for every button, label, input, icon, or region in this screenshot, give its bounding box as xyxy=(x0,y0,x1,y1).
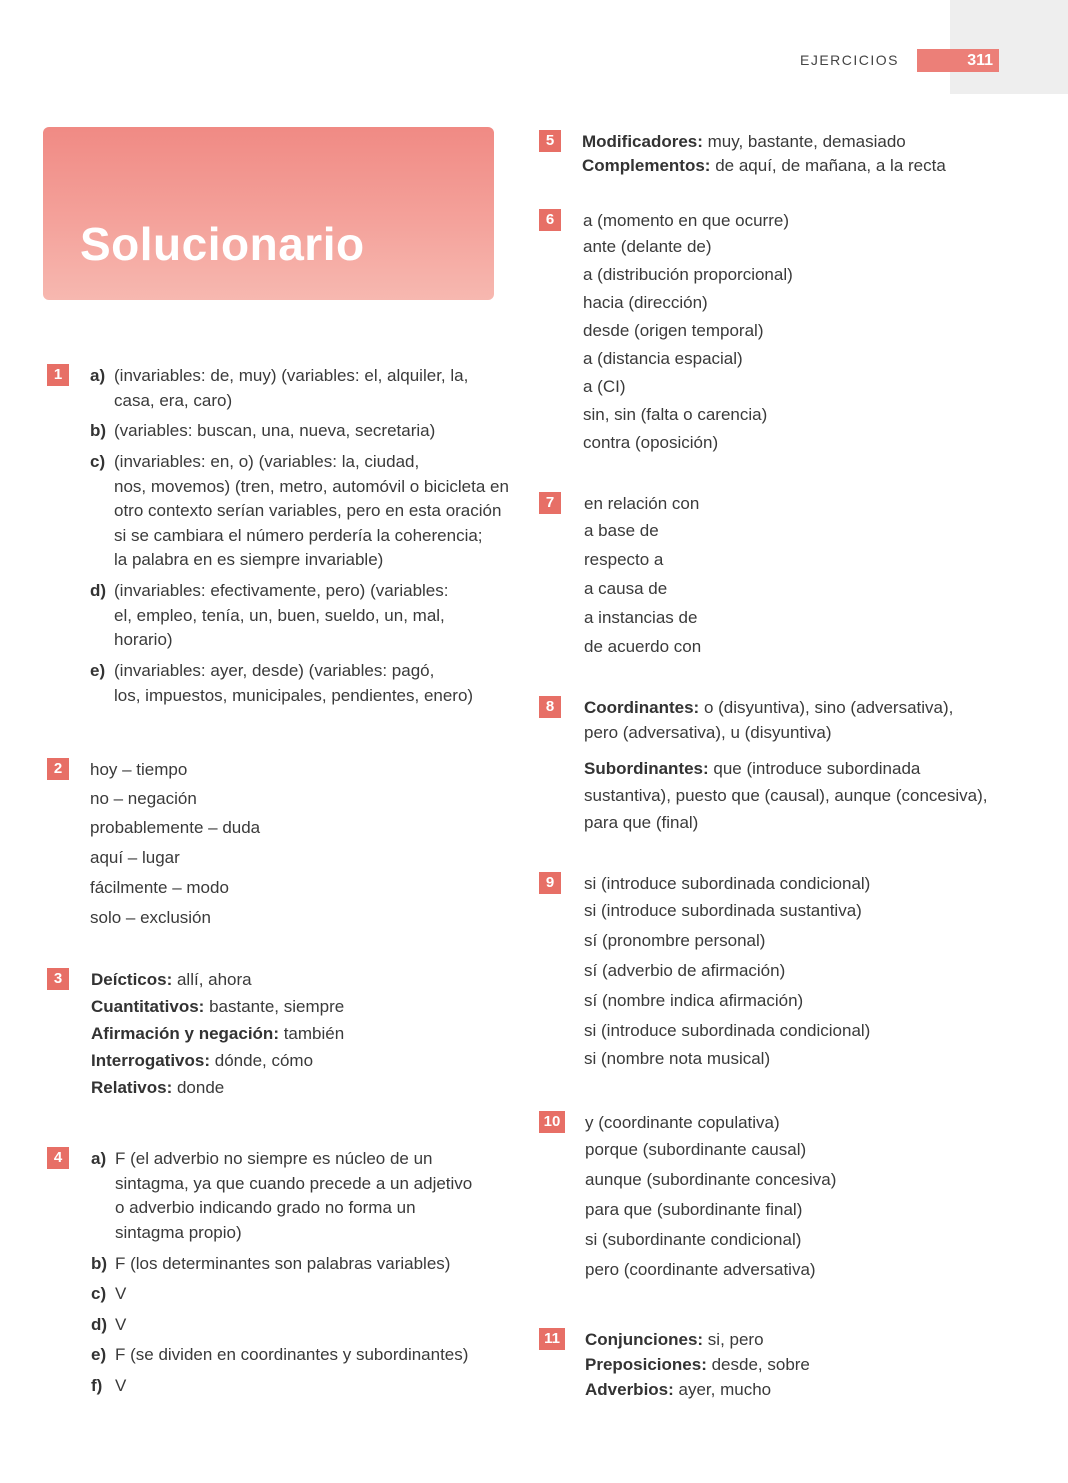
answer-item: d) (invariables: efectivamente, pero) (variables: el, empleo, tenía, un, buen, sueldo, un, mal, horario) xyxy=(90,581,449,650)
page-number: 311 xyxy=(917,49,999,72)
answer-line: contra (oposición) xyxy=(583,433,719,452)
answer-line: probablemente – duda xyxy=(90,818,261,837)
answer-item: c) V xyxy=(91,1284,127,1304)
exercise-body xyxy=(585,1111,836,1288)
answer-line: para que (subordinante final) xyxy=(585,1200,803,1219)
page-header xyxy=(800,49,999,72)
answer-line: a causa de xyxy=(584,579,668,598)
exercise-body xyxy=(584,492,701,664)
answer-item: f) V xyxy=(91,1376,127,1396)
answer-item: e) (invariables: ayer, desde) (variables: pagó, los, impuestos, municipales, pendientes, enero) xyxy=(90,661,474,705)
answer-item: a) (invariables: de, muy) (variables: el, alquiler, la, casa, era, caro) xyxy=(90,366,469,410)
answer-item: b) F (los determinantes son palabras variables) xyxy=(91,1253,451,1273)
answer-line: a (distribución proporcional) xyxy=(583,265,793,284)
section-title: EJERCICIOS xyxy=(800,52,900,69)
answer-line: a (momento en que ocurre) xyxy=(583,211,789,230)
exercise-number: 11 xyxy=(539,1328,565,1350)
answer-line: y (coordinante copulativa) xyxy=(585,1113,780,1132)
answer-line: Afirmación y negación: también xyxy=(91,1024,345,1043)
answer-line: Complementos: de aquí, de mañana, a la recta xyxy=(582,156,946,175)
answer-line: sí (pronombre personal) xyxy=(584,931,766,950)
answer-line: Deícticos: allí, ahora xyxy=(91,970,252,989)
answer-line: no – negación xyxy=(90,789,197,808)
answer-line: aunque (subordinante concesiva) xyxy=(585,1170,837,1189)
answer-item: a) F (el adverbio no siempre es núcleo de un sintagma, ya que cuando precede a un adjetivo o adverbio indicando grado no forma un sintagma propio) xyxy=(91,1149,473,1242)
exercise-body xyxy=(584,872,870,1075)
answer-block: Coordinantes: o (disyuntiva), sino (adversativa), pero (adversativa), u (disyuntiva) xyxy=(584,698,954,742)
answer-line: si (introduce subordinada sustantiva) xyxy=(584,901,862,920)
answer-block: Subordinantes: que (introduce subordinada sustantiva), puesto que (causal), aunque (concesiva), para que (final) xyxy=(584,759,988,832)
answer-line: pero (coordinante adversativa) xyxy=(585,1260,816,1279)
exercise-number: 3 xyxy=(47,968,69,990)
answer-item: d) V xyxy=(91,1314,127,1334)
answer-line: solo – exclusión xyxy=(90,908,211,927)
answer-line: desde (origen temporal) xyxy=(583,321,764,340)
answer-line: de acuerdo con xyxy=(584,637,702,656)
answer-line: Cuantitativos: bastante, siempre xyxy=(91,997,345,1016)
exercise-body xyxy=(584,696,988,838)
answer-line: a (distancia espacial) xyxy=(583,349,743,368)
exercise-number: 5 xyxy=(539,130,561,152)
answer-line: sin, sin (falta o carencia) xyxy=(583,405,768,424)
exercise-number: 9 xyxy=(539,872,561,894)
exercise-number: 2 xyxy=(47,758,69,780)
answer-item: c) (invariables: en, o) (variables: la, ciudad, nos, movemos) (tren, metro, automóvil o bicicleta en otro contexto serían variables, pero en esta oración si se cambiara el número perdería la coherencia; la palabra en es siempre invariable) xyxy=(90,451,509,570)
answer-line: si (subordinante condicional) xyxy=(585,1230,802,1249)
answer-line: fácilmente – modo xyxy=(90,878,229,897)
exercise-body xyxy=(91,1147,511,1399)
page-corner-shade xyxy=(950,0,1068,94)
exercise-body xyxy=(90,758,260,936)
exercise-number: 4 xyxy=(47,1147,69,1169)
answer-line: porque (subordinante causal) xyxy=(585,1140,807,1159)
answer-line: Conjunciones: si, pero xyxy=(585,1330,764,1349)
answer-line: sí (adverbio de afirmación) xyxy=(584,961,786,980)
answer-line: Preposiciones: desde, sobre xyxy=(585,1355,810,1374)
answer-line: sí (nombre indica afirmación) xyxy=(584,991,804,1010)
answer-line: Relativos: donde xyxy=(91,1078,225,1097)
answer-line: si (introduce subordinada condicional) xyxy=(584,874,871,893)
answer-line: aquí – lugar xyxy=(90,848,180,867)
page-title: Solucionario xyxy=(80,218,365,270)
answer-line: Interrogativos: dónde, cómo xyxy=(91,1051,314,1070)
exercise-number: 1 xyxy=(47,364,69,386)
exercise-body xyxy=(585,1328,810,1403)
exercise-number: 8 xyxy=(539,696,561,718)
title-banner xyxy=(43,127,494,300)
answer-line: si (nombre nota musical) xyxy=(584,1049,771,1068)
answer-line: hacia (dirección) xyxy=(583,293,708,312)
exercise-number: 6 xyxy=(539,209,561,231)
exercise-number: 7 xyxy=(539,492,561,514)
answer-line: a instancias de xyxy=(584,608,698,627)
answer-line: si (introduce subordinada condicional) xyxy=(584,1021,871,1040)
answer-line: respecto a xyxy=(584,550,664,569)
answer-line: Modificadores: muy, bastante, demasiado xyxy=(582,132,906,151)
answer-item: b) (variables: buscan, una, nueva, secretaria) xyxy=(90,421,436,441)
answer-line: a (CI) xyxy=(583,377,626,396)
exercise-number: 10 xyxy=(539,1111,565,1133)
exercise-body xyxy=(90,364,510,708)
exercise-body xyxy=(583,209,793,459)
answer-line: en relación con xyxy=(584,494,700,513)
exercise-body xyxy=(91,968,344,1103)
answer-line: Adverbios: ayer, mucho xyxy=(585,1380,772,1399)
answer-item: e) F (se dividen en coordinantes y subordinantes) xyxy=(91,1345,469,1365)
answer-line: a base de xyxy=(584,521,659,540)
exercise-body xyxy=(582,130,946,178)
answer-line: ante (delante de) xyxy=(583,237,712,256)
answer-line: hoy – tiempo xyxy=(90,760,188,779)
